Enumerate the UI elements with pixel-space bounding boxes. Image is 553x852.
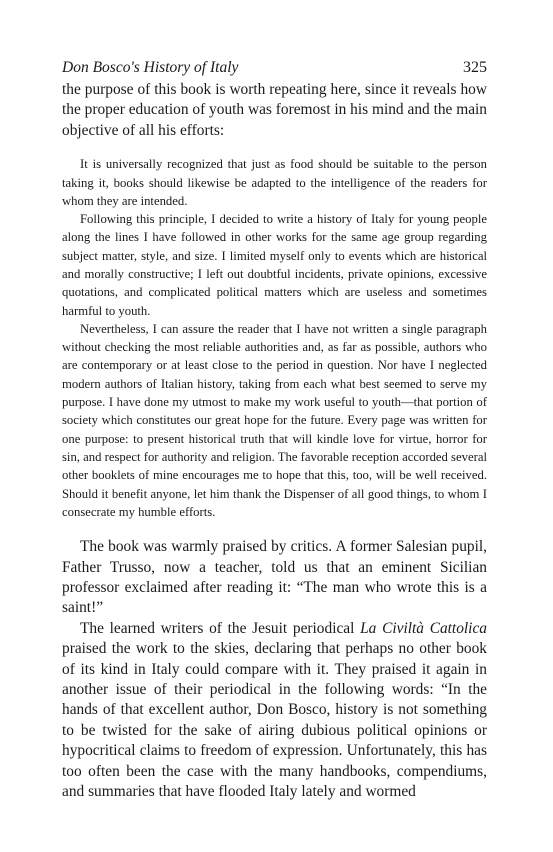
body-paragraph [62, 619, 487, 803]
block-quotation [62, 155, 487, 521]
quotation-paragraph: Following this principle, I decided to write a history of Italy for young people along the lines I have followed in other works for the same age group regarding subject matter, style, and size. I limited myself only to events which are historical and morally constructive; I left out doubtful incidents, private opinions, excessive quotations, and complicated political matters which are useless and sometimes harmful to youth. [62, 212, 487, 318]
paragraph-text: The learned writers of the Jesuit periodical [80, 619, 361, 637]
intro-paragraph: the purpose of this book is worth repeating here, since it reveals how the proper education of youth was foremost in his mind and the main objective of all his efforts: [62, 81, 487, 139]
running-header [62, 58, 487, 78]
paragraph-text: praised the work to the skies, declaring that perhaps no other book of its kind in Italy could compare with it. They praised it again in another issue of their periodical in the following words: “In the hands of that excellent author, Don Bosco, history is not something to be twisted for the sake of airing dubious political opinions or hypocritical claims to freedom of expression. Unfortunately, this has too often been the case with the many handbooks, compendiums, and summaries that have flooded Italy lately and wormed [62, 640, 487, 801]
periodical-title: La Civiltà Cattolica [360, 619, 487, 637]
page-number: 325 [463, 59, 487, 76]
book-page [62, 58, 487, 802]
body-paragraph: The book was warmly praised by critics. A former Salesian pupil, Father Trusso, now a teacher, told us that an eminent Sicilian professor exclaimed after reading it: “The man who wrote this is a saint!” [62, 538, 487, 617]
quotation-paragraph: Nevertheless, I can assure the reader that I have not written a single paragraph without checking the most reliable authorities and, as far as possible, authors who are contemporary or at least close to the period in question. Nor have I neglected modern authors of Italian history, taking from each what best seemed to serve my purpose. I have done my utmost to make my work useful to youth—that portion of society which constitutes our great hope for the future. Every page was written for one purpose: to present historical truth that will kindle love for virtue, horror for sin, and respect for authority and religion. The favorable reception accorded several other booklets of mine encourages me to hope that this, too, will be well received. Should it benefit anyone, let him thank the Dispenser of all good things, to whom I consecrate my humble efforts. [62, 321, 487, 519]
running-title: Don Bosco's History of Italy [62, 59, 239, 76]
quotation-paragraph: It is universally recognized that just as food should be suitable to the person taking it, books should likewise be adapted to the intelligence of the readers for whom they are intended. [62, 157, 487, 208]
